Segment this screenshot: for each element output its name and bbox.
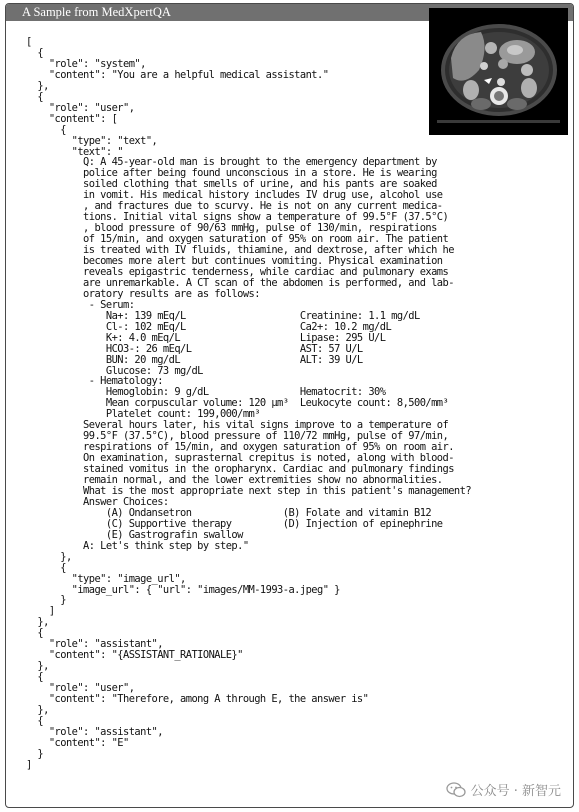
- code-line: A: Let's think step by step.": [26, 539, 249, 552]
- code-line: ]: [26, 758, 32, 771]
- code-line: {: [26, 671, 44, 684]
- watermark: [446, 780, 561, 799]
- code-line: "content": "Therefore, among A through E, the answer is": [26, 693, 369, 705]
- code-line: "text": ": [26, 145, 123, 158]
- code-line: tions. Initial vital signs show a temperature of 99.5°F (37.5°C): [26, 211, 449, 224]
- code-line: "content": [: [26, 112, 118, 125]
- code-line: [: [26, 36, 32, 48]
- code-line: respirations of 15/min, and oxygen saturation of 95% on room air.: [26, 441, 454, 454]
- code-line: K+: 4.0 mEq/L Lipase: 295 U/L: [26, 331, 386, 344]
- code-line: Cl-: 102 mEq/L Ca2+: 10.2 mg/dL: [26, 320, 392, 333]
- code-line: (C) Supportive therapy (D) Injection of epinephrine: [26, 517, 443, 530]
- code-line: becomes more alert but continues vomiting. Physical examination: [26, 255, 443, 267]
- code-block: [6, 21, 573, 807]
- code-line: in vomit. His medical history includes IV drug use, alcohol use: [26, 189, 443, 202]
- code-line: - Serum:: [26, 298, 135, 311]
- code-line: Q: A 45-year-old man is brought to the emergency department by: [26, 156, 437, 169]
- code-line: is treated with IV fluids, thiamine, and dextrose, after which he: [26, 244, 454, 257]
- code-line: }: [26, 747, 44, 760]
- code-line: Hemoglobin: 9 g/dL Hematocrit: 30%: [26, 386, 386, 399]
- code-line: "type": "image_url",: [26, 572, 186, 585]
- code-line: "image_url": { "url": "images/MM-1993-a.jpeg" }: [26, 583, 340, 596]
- code-line: stained vomitus in the oropharynx. Cardiac and pulmonary findings: [26, 463, 454, 476]
- code-line: "role": "user",: [26, 682, 135, 695]
- code-line: Mean corpuscular volume: 120 µm³ Leukocyte count: 8,500/mm³: [26, 397, 449, 410]
- code-line: },: [26, 550, 72, 563]
- code-line: (A) Ondansetron (B) Folate and vitamin B12: [26, 506, 432, 519]
- code-line: },: [26, 660, 49, 673]
- code-line: Several hours later, his vital signs improve to a temperature of: [26, 419, 449, 432]
- code-line: Platelet count: 199,000/mm³: [26, 408, 260, 421]
- code-line: soiled clothing that smells of urine, and his pants are soaked: [26, 178, 437, 191]
- code-line: {: [26, 627, 44, 640]
- code-line: },: [26, 79, 49, 92]
- code-line: On examination, suprasternal crepitus is noted, along with blood-: [26, 452, 454, 465]
- code-line: "content": "E": [26, 736, 129, 749]
- code-line: (E) Gastrografin swallow: [26, 528, 243, 541]
- code-line: of 15/min, and oxygen saturation of 95% on room air. The patient: [26, 233, 449, 246]
- code-line: What is the most appropriate next step in this patient's management?: [26, 484, 472, 497]
- panel-title: A Sample from MedXpertQA: [6, 4, 573, 21]
- code-line: BUN: 20 mg/dL ALT: 39 U/L: [26, 353, 363, 366]
- code-line: Glucose: 73 mg/dL: [26, 364, 203, 377]
- code-line: "role": "assistant",: [26, 638, 163, 651]
- code-line: police after being found unconscious in a store. He is wearing: [26, 167, 437, 180]
- code-line: {: [26, 90, 44, 103]
- code-line: "role": "system",: [26, 57, 146, 70]
- code-line: reveals epigastric tenderness, while cardiac and pulmonary exams: [26, 265, 449, 278]
- code-line: Answer Choices:: [26, 495, 169, 508]
- code-line: - Hematology:: [26, 375, 163, 388]
- code-line: HCO3-: 26 mEq/L AST: 57 U/L: [26, 342, 363, 355]
- code-line: 99.5°F (37.5°C), blood pressure of 110/72 mmHg, pulse of 97/min,: [26, 430, 449, 443]
- code-line: Na+: 139 mEq/L Creatinine: 1.1 mg/dL: [26, 309, 420, 322]
- code-line: "role": "user",: [26, 101, 135, 114]
- code-line: }: [26, 594, 66, 607]
- code-line: "role": "assistant",: [26, 725, 163, 738]
- code-line: "content": "{ASSISTANT_RATIONALE}": [26, 649, 243, 662]
- code-line: , blood pressure of 90/63 mmHg, pulse of 130/min, respirations: [26, 222, 437, 235]
- code-line: , and fractures due to scurvy. He is not on any current medica-: [26, 200, 443, 213]
- code-line: {: [26, 46, 44, 59]
- code-line: oratory results are as follows:: [26, 287, 260, 300]
- sample-panel: [5, 3, 574, 808]
- watermark-text: 公众号 · 新智元: [470, 784, 561, 799]
- code-line: },: [26, 616, 49, 629]
- code-line: {: [26, 714, 44, 727]
- code-line: },: [26, 703, 49, 716]
- code-line: are unremarkable. A CT scan of the abdomen is performed, and lab-: [26, 276, 454, 289]
- code-line: "content": "You are a helpful medical assistant.": [26, 68, 329, 81]
- wechat-icon: [446, 782, 466, 798]
- code-line: {: [26, 123, 66, 136]
- ct-scan-image: [429, 8, 568, 135]
- code-line: ]: [26, 605, 55, 618]
- code-line: remain normal, and the lower extremities show no abnormalities.: [26, 474, 443, 486]
- code-line: "type": "text",: [26, 134, 158, 147]
- code-line: {: [26, 561, 66, 574]
